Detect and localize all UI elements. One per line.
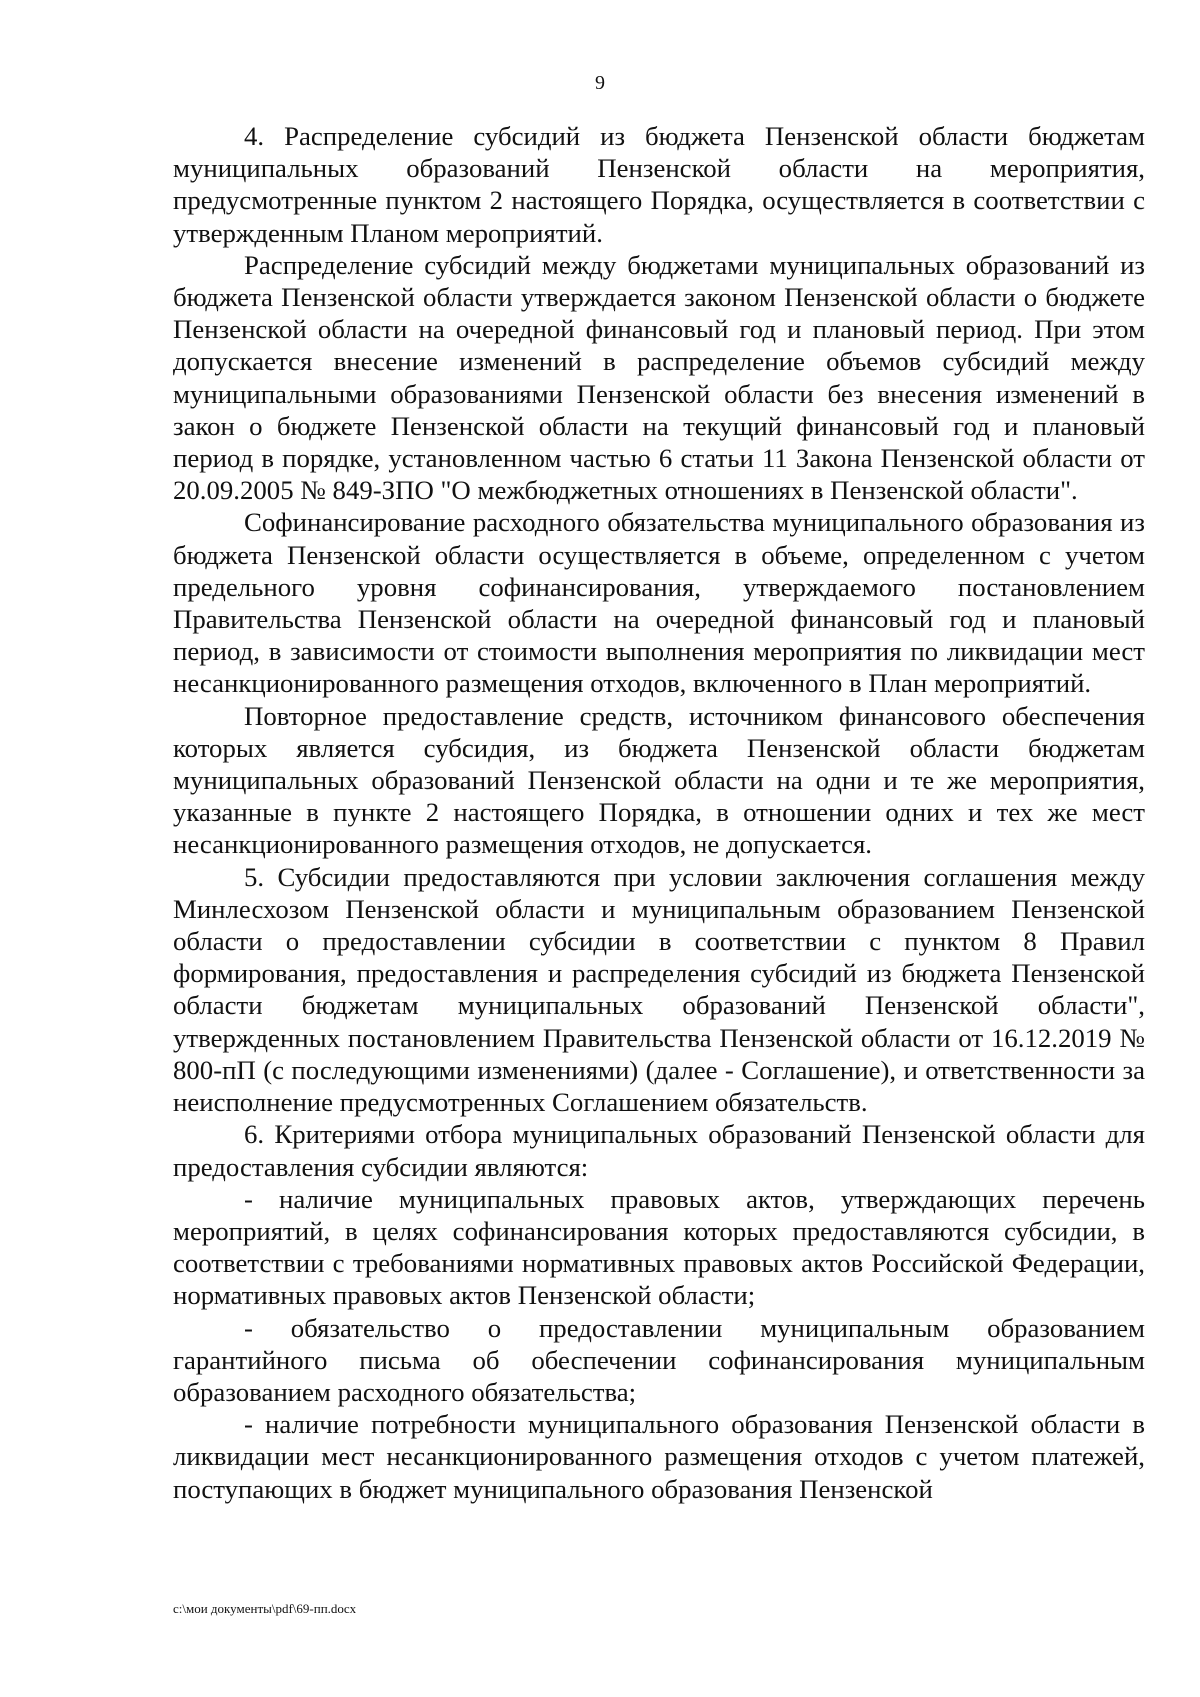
paragraph: 4. Распределение субсидий из бюджета Пензенской области бюджетам муниципальных образований Пензенской области на мероприятия, предусмотренные пунктом 2 настоящего Порядка, осуществляется в соответствии с утвержденным Планом мероприятий. (173, 121, 1145, 248)
paragraph: Распределение субсидий между бюджетами муниципальных образований из бюджета Пензенской области утверждается законом Пензенской области о бюджете Пензенской области на очередной финансовый год и плановый период. При этом допускается внесение изменений в распределение объемов субсидий между муниципальными образованиями Пензенской области без внесения изменений в закон о бюджете Пензенской области на текущий финансовый год и плановый период в порядке, установленном частью 6 статьи 11 Закона Пензенской области от 20.09.2005 № 849-ЗПО "О межбюджетных отношениях в Пензенской области". (173, 249, 1145, 506)
paragraph: 6. Критериями отбора муниципальных образований Пензенской области для предоставления субсидии являются: (173, 1119, 1145, 1182)
paragraph: - наличие муниципальных правовых актов, утверждающих перечень мероприятий, в целях софинансирования которых предоставляются субсидии, в соответствии с требованиями нормативных правовых актов Российской Федерации, нормативных правовых актов Пензенской области; (173, 1183, 1145, 1311)
paragraph: 5. Субсидии предоставляются при условии заключения соглашения между Минлесхозом Пензенской области и муниципальным образованием Пензенской области о предоставлении субсидии в соответствии с пунктом 8 Правил формирования, предоставления и распределения субсидий из бюджета Пензенской области бюджетам муниципальных образований Пензенской области", утвержденных постановлением Правительства Пензенской области от 16.12.2019 № 800-пП (с последующими изменениями) (далее - Соглашение), и ответственности за неисполнение предусмотренных Соглашением обязательств. (173, 861, 1145, 1118)
paragraph: Софинансирование расходного обязательства муниципального образования из бюджета Пензенской области осуществляется в объеме, определенном с учетом предельного уровня софинансирования, утверждаемого постановлением Правительства Пензенской области на очередной финансовый год и плановый период, в зависимости от стоимости выполнения мероприятия по ликвидации мест несанкционированного размещения отходов, включенного в План мероприятий. (173, 507, 1145, 699)
paragraph: Повторное предоставление средств, источником финансового обеспечения которых является субсидия, из бюджета Пензенской области бюджетам муниципальных образований Пензенской области на одни и те же мероприятия, указанные в пункте 2 настоящего Порядка, в отношении одних и тех же мест несанкционированного размещения отходов, не допускается. (173, 700, 1145, 860)
document-body (173, 120, 1145, 1505)
page-number: 9 (595, 72, 605, 94)
footer-file-path: c:\мои документы\pdf\69-пп.docx (173, 1601, 357, 1616)
paragraph: - наличие потребности муниципального образования Пензенской области в ликвидации мест несанкционированного размещения отходов с учетом платежей, поступающих в бюджет муниципального образования Пензенской (173, 1409, 1145, 1504)
paragraph: - обязательство о предоставлении муниципальным образованием гарантийного письма об обеспечении софинансирования муниципальным образованием расходного обязательства; (173, 1312, 1145, 1407)
